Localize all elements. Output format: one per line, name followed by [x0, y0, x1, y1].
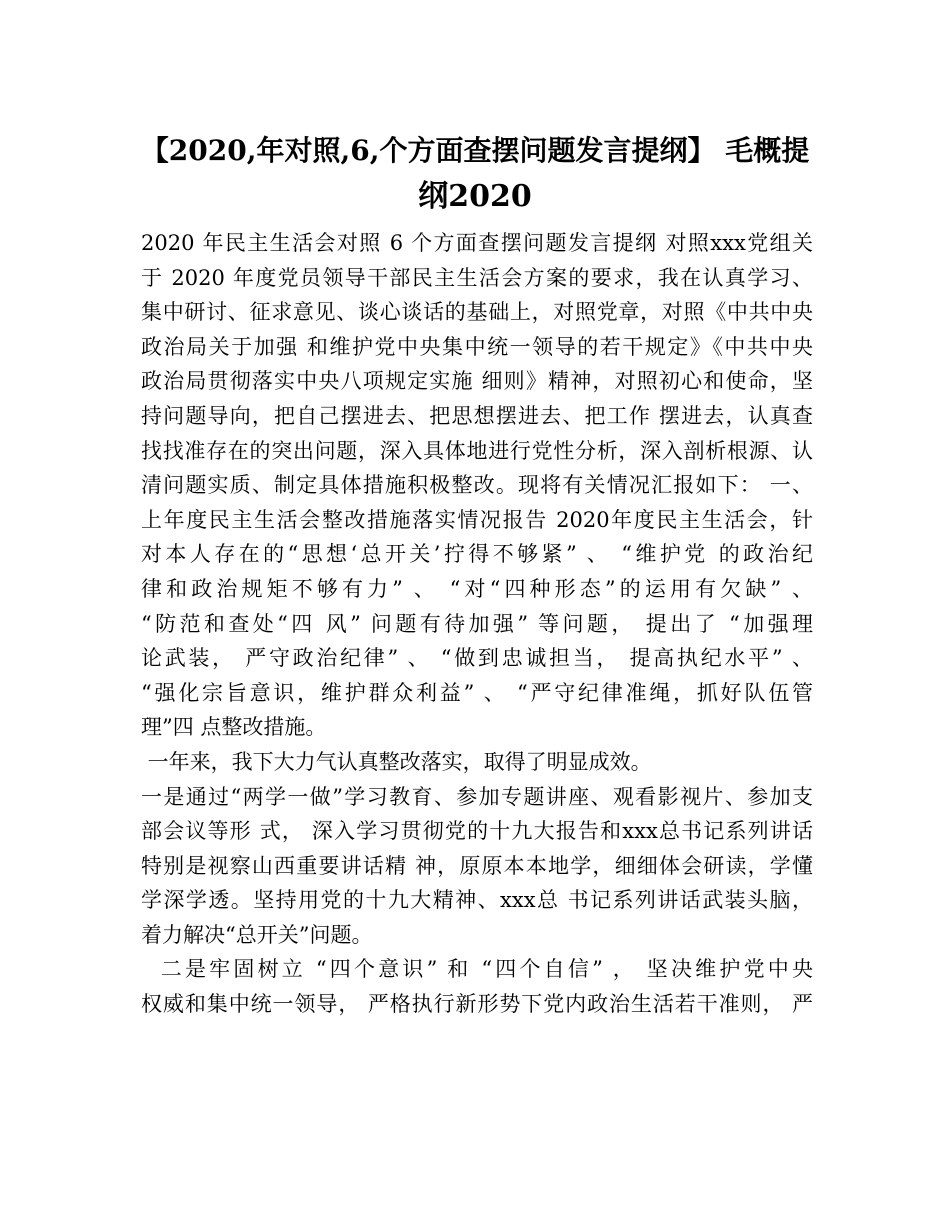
body-line: 政治局贯彻落实中央八项规定实施 细则》精神，对照初心和使命，坚	[141, 369, 813, 394]
body-line: 找找准存在的突出问题，深入具体地进行党性分析，深入剖析根源、认	[141, 438, 813, 463]
title-line: 【2020,年对照,6,个方面查摆问题发言提纲】 毛概提	[140, 134, 810, 167]
body-line: 于 2020 年度党员领导干部民主生活会方案的要求，我在认真学习、	[141, 265, 813, 290]
body-line: 清问题实质、制定具体措施积极整改。现将有关情况汇报如下： 一、	[141, 473, 813, 498]
body-line: 政治局关于加强 和维护党中央集中统一领导的若干规定》《中共中央	[141, 334, 813, 359]
body-line: 一年来，我下大力气认真整改落实，取得了明显成效。	[141, 749, 652, 774]
body-line: 权威和集中统一领导， 严格执行新形势下党内政治生活若干准则， 严	[141, 992, 813, 1017]
body-line: 律和政治规矩不够有力” 、 “对“四种形态”的运用有欠缺” 、	[141, 576, 813, 601]
title-line: 纲2020	[418, 179, 532, 214]
body-line: 上年度民主生活会整改措施落实情况报告 2020年度民主生活会，针	[141, 507, 813, 532]
body-line: 论武装， 严守政治纪律” 、 “做到忠诚担当， 提高执纪水平” 、	[141, 646, 813, 671]
body-line: 集中研讨、征求意见、谈心谈话的基础上，对照党章，对照《中共中央	[141, 300, 813, 325]
body-line: 部会议等形 式， 深入学习贯彻党的十九大报告和xxx总书记系列讲话	[141, 819, 813, 844]
document-body	[141, 226, 813, 1022]
body-line: 理”四 点整改措施。	[141, 715, 327, 740]
body-line: 对本人存在的“思想‘总开关’拧得不够紧” 、 “维护党 的政治纪	[141, 542, 813, 567]
body-line: “强化宗旨意识，维护群众利益” 、 “严守纪律准绳，抓好队伍管	[141, 680, 813, 705]
body-line: 持问题导向，把自己摆进去、把思想摆进去、把工作 摆进去，认真查	[141, 403, 813, 428]
body-line: 学深学透。坚持用党的十九大精神、xxx总 书记系列讲话武装头脑，	[141, 888, 813, 913]
document-title	[140, 128, 810, 220]
body-line: 一是通过“两学一做”学习教育、参加专题讲座、观看影视片、参加支	[141, 784, 813, 809]
body-line: 特别是视察山西重要讲话精 神，原原本本地学，细细体会研读，学懂	[141, 853, 813, 878]
body-line: “防范和查处“四 风” 问题有待加强” 等问题， 提出了 “加强理	[141, 611, 813, 636]
body-line: 2020 年民主生活会对照 6 个方面查摆问题发言提纲 对照xxx党组关	[141, 231, 813, 255]
body-line: 着力解决“总开关”问题。	[141, 922, 373, 947]
body-line: 二是牢固树立 “四个意识” 和 “四个自信” ， 坚决维护党中央	[141, 957, 813, 982]
